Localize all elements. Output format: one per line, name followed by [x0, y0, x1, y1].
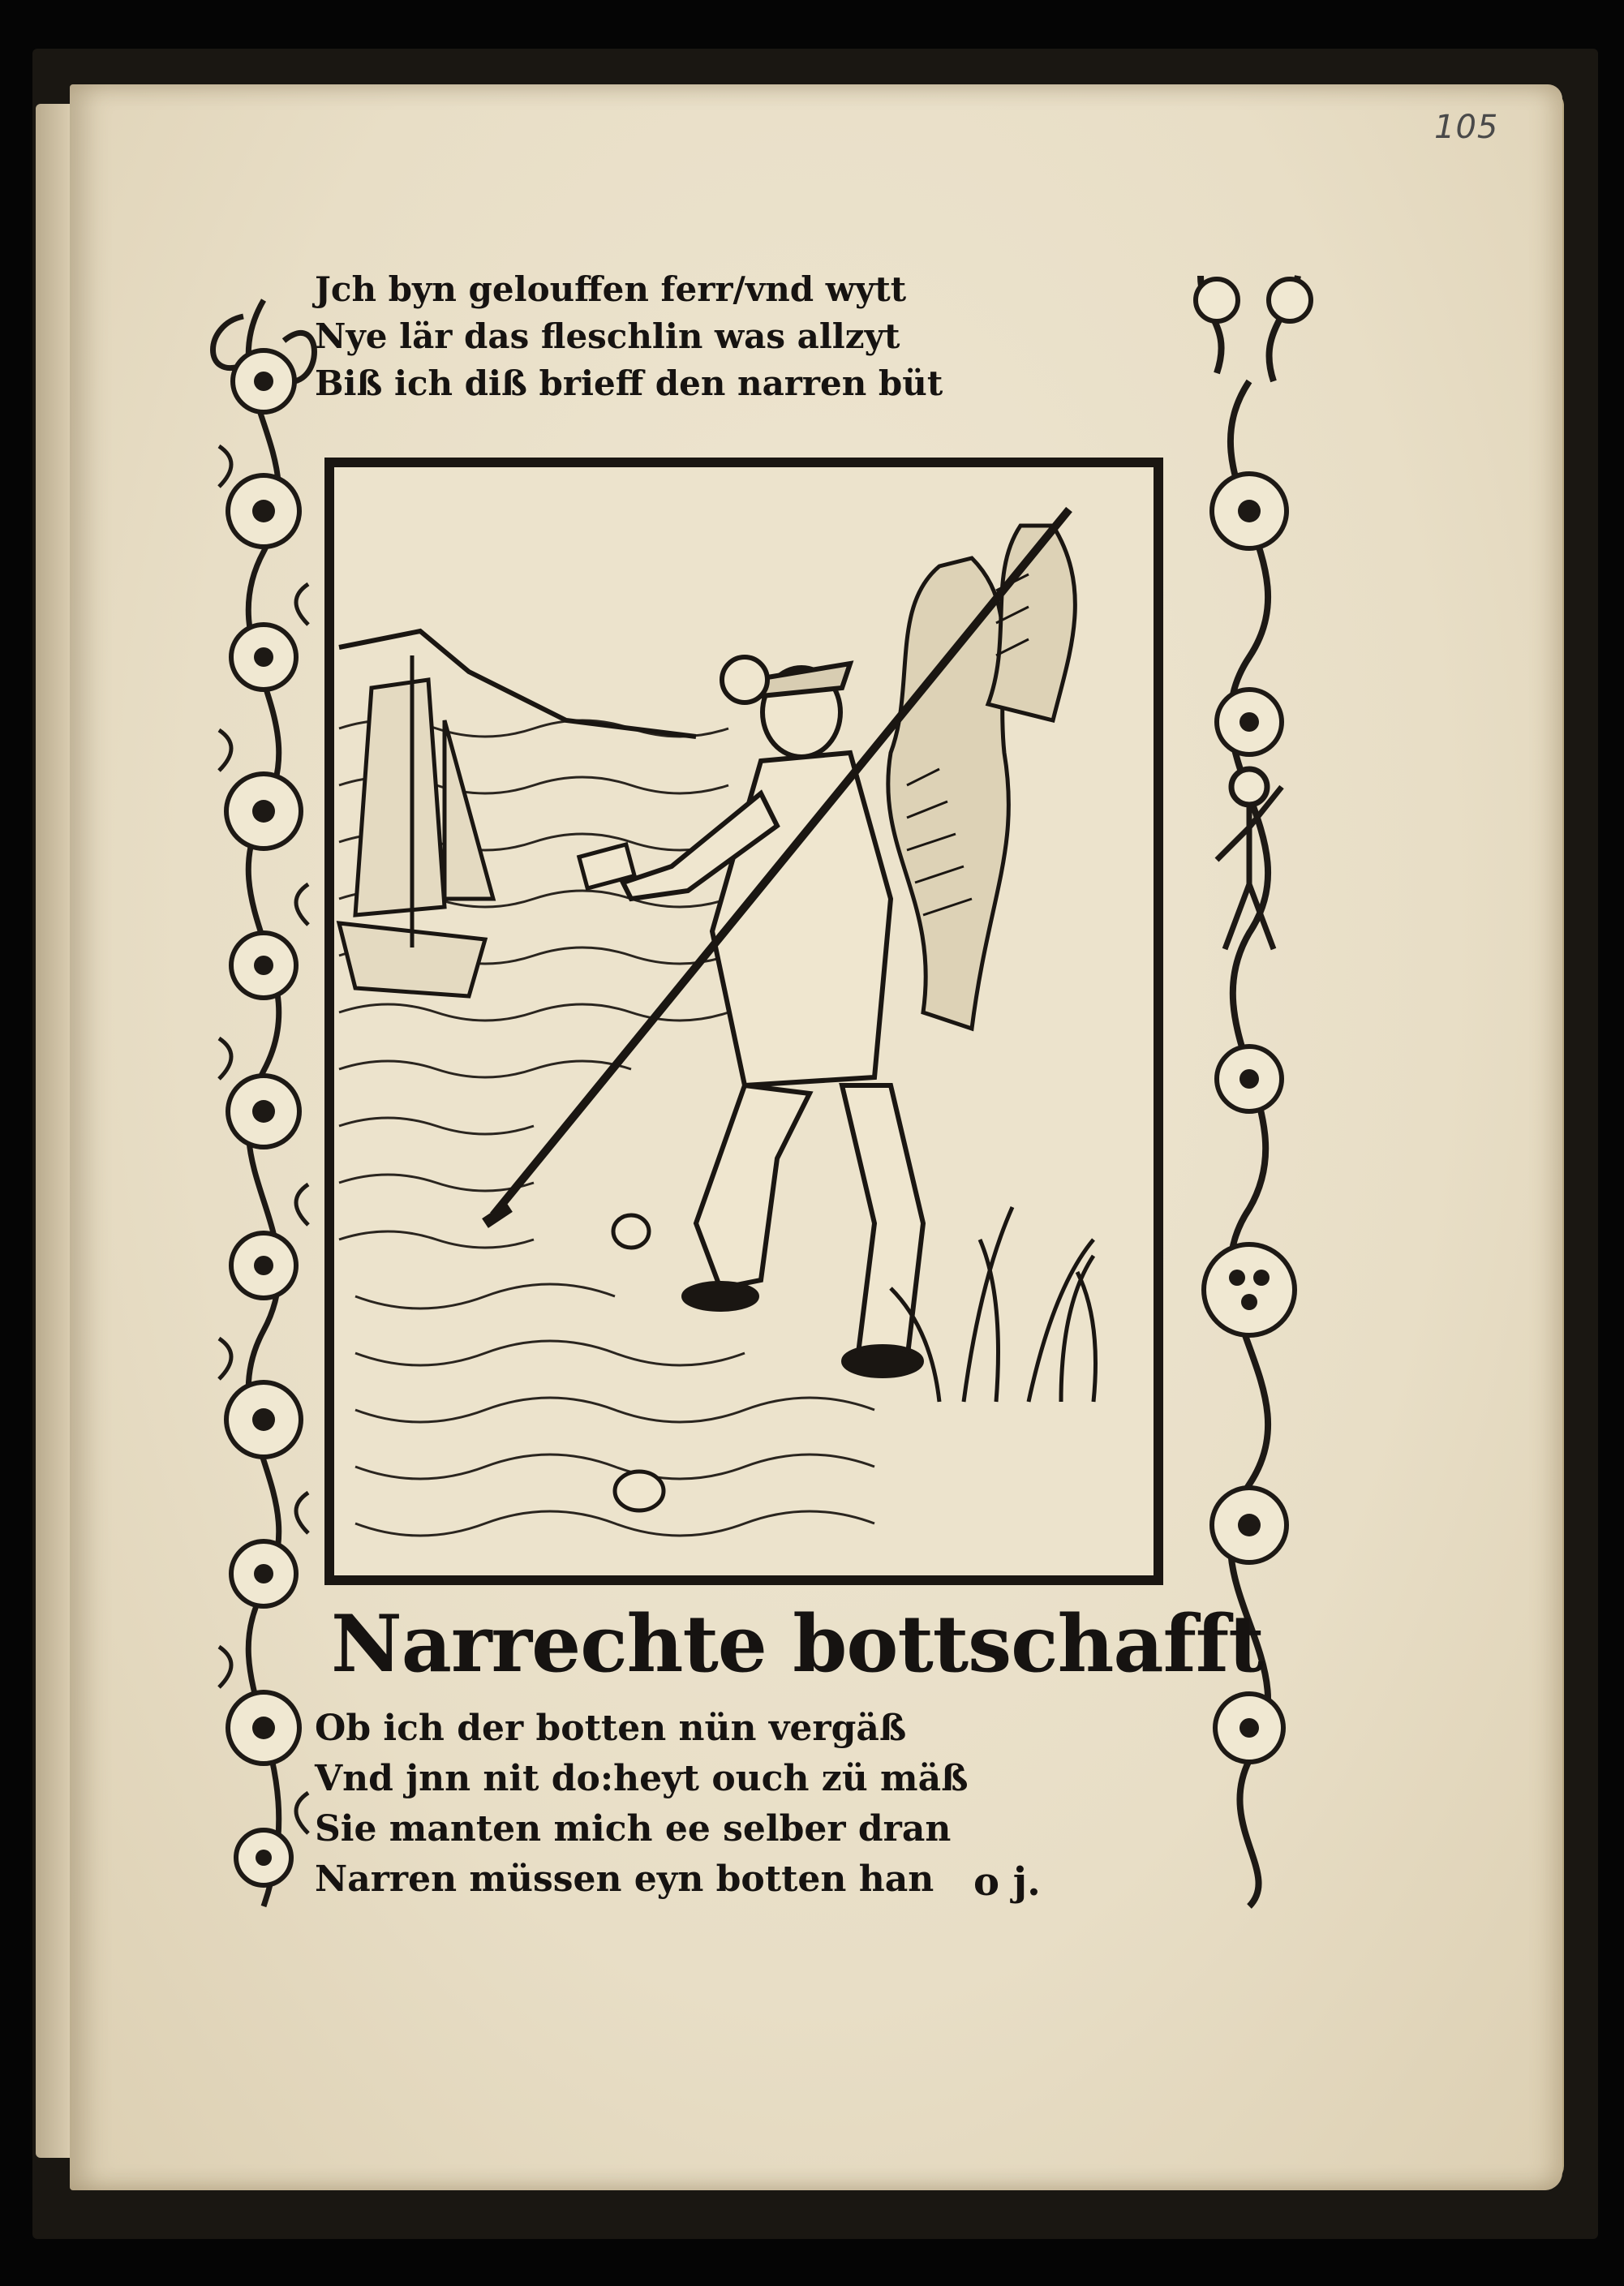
verse-top [315, 266, 943, 407]
folio-number: 105 [1434, 109, 1499, 146]
verse-bottom [315, 1704, 969, 1905]
verse-line: Sie manten mich ee selber dran [315, 1808, 952, 1850]
verse-line: Jch byn gelouffen ferr/vnd wytt [315, 269, 907, 309]
verse-line: Vnd jnn nit do:heyt ouch zü mäß [315, 1758, 969, 1799]
verse-line: Nye lär das fleschlin was allzyt [315, 316, 900, 356]
verse-line: Ob ich der botten nün vergäß [315, 1708, 907, 1749]
verse-line: Narren müssen eyn botten han [315, 1858, 934, 1900]
woodcut-illustration [323, 445, 1166, 1588]
verse-line: Biß ich diß brieff den narren büt [315, 363, 943, 403]
left-floral-border [195, 292, 333, 1923]
signature-mark: o j. [973, 1859, 1041, 1905]
chapter-title: Narrechte bottschafft [331, 1598, 1264, 1690]
